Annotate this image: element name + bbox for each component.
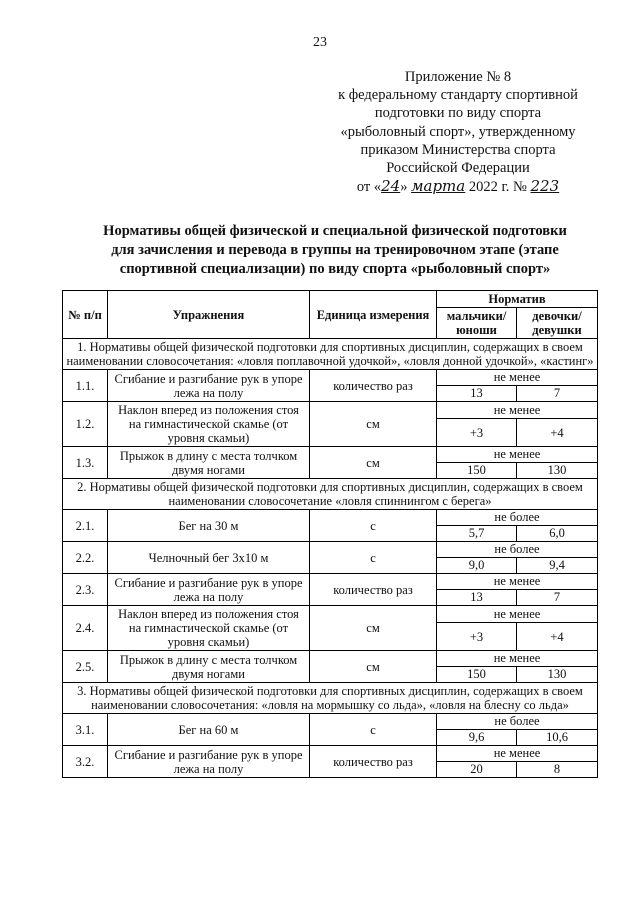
row-limit: не менее: [437, 447, 598, 463]
row-limit: не менее: [437, 651, 598, 667]
row-num: 2.4.: [63, 606, 108, 651]
appendix-title: Приложение № 8: [404, 69, 512, 85]
appendix-line: к федеральному стандарту спортивной: [338, 87, 578, 104]
row-exercise: Наклон вперед из положения стоя на гимнастической скамье (от уровня скамьи): [108, 606, 310, 651]
appendix-line: приказом Министерства спорта: [360, 141, 556, 158]
row-limit: не менее: [437, 606, 598, 623]
row-limit: не менее: [437, 574, 598, 590]
row-unit: см: [310, 606, 437, 651]
row-limit: не менее: [437, 746, 598, 762]
header-girls: девочки/ девушки: [517, 308, 598, 339]
row-boys-value: 9,0: [437, 558, 517, 574]
row-girls-value: 7: [517, 386, 598, 402]
row-boys-value: 150: [437, 463, 517, 479]
row-boys-value: 13: [437, 386, 517, 402]
norms-table: [62, 290, 598, 778]
row-boys-value: 5,7: [437, 526, 517, 542]
row-girls-value: 130: [517, 667, 598, 683]
row-unit: количество раз: [310, 746, 437, 778]
row-unit: с: [310, 714, 437, 746]
header-num: № п/п: [63, 291, 108, 339]
row-limit: не более: [437, 714, 598, 730]
row-num: 2.1.: [63, 510, 108, 542]
header-norm: Норматив: [437, 291, 598, 308]
row-exercise: Сгибание и разгибание рук в упоре лежа на полу: [108, 574, 310, 606]
row-num: 1.1.: [63, 370, 108, 402]
row-exercise: Прыжок в длину с места толчком двумя ногами: [108, 447, 310, 479]
section-title: 2. Нормативы общей физической подготовки для спортивных дисциплин, содержащих в своем наименовании словосочетание «ловля спиннингом с берега»: [63, 479, 598, 510]
row-girls-value: +4: [517, 419, 598, 447]
row-num: 2.3.: [63, 574, 108, 606]
row-boys-value: +3: [437, 419, 517, 447]
row-exercise: Бег на 30 м: [108, 510, 310, 542]
handwritten-day: 24: [381, 177, 401, 196]
row-boys-value: 13: [437, 590, 517, 606]
handwritten-order-number: 223: [530, 177, 560, 196]
row-girls-value: 8: [517, 762, 598, 778]
row-num: 3.1.: [63, 714, 108, 746]
header-unit: Единица измерения: [310, 291, 437, 339]
row-exercise: Прыжок в длину с места толчком двумя ногами: [108, 651, 310, 683]
header-boys: мальчики/ юноши: [437, 308, 517, 339]
row-boys-value: 9,6: [437, 730, 517, 746]
section-title: 1. Нормативы общей физической подготовки для спортивных дисциплин, содержащих в своем наименовании словосочетания: «ловля поплавочной удочкой», «ловля донной удочкой», «кастинг»: [63, 339, 598, 370]
page-number: 23: [313, 35, 327, 50]
section-title: 3. Нормативы общей физической подготовки для спортивных дисциплин, содержащих в своем наименовании словосочетания: «ловля на мормышку со льда», «ловля на блесну со льда»: [63, 683, 598, 714]
row-num: 1.2.: [63, 402, 108, 447]
row-girls-value: 6,0: [517, 526, 598, 542]
row-num: 1.3.: [63, 447, 108, 479]
row-girls-value: 9,4: [517, 558, 598, 574]
row-unit: с: [310, 510, 437, 542]
row-unit: см: [310, 447, 437, 479]
row-unit: см: [310, 651, 437, 683]
row-boys-value: 150: [437, 667, 517, 683]
row-unit: количество раз: [310, 370, 437, 402]
row-unit: см: [310, 402, 437, 447]
row-girls-value: 10,6: [517, 730, 598, 746]
row-exercise: Челночный бег 3х10 м: [108, 542, 310, 574]
appendix-line: подготовки по виду спорта: [374, 105, 542, 122]
row-boys-value: 20: [437, 762, 517, 778]
appendix-line: Российской Федерации: [386, 160, 530, 177]
row-exercise: Сгибание и разгибание рук в упоре лежа на полу: [108, 746, 310, 778]
row-limit: не менее: [437, 370, 598, 386]
row-limit: не более: [437, 510, 598, 526]
row-girls-value: 130: [517, 463, 598, 479]
document-title: Нормативы общей физической и специальной физической подготовки для зачисления и перевода в группы на тренировочном этапе (этапе спортивной специализации) по виду спорта «рыболовный спорт»: [103, 223, 567, 277]
order-date-line: от «24» марта 2022 г. № 223: [356, 177, 560, 196]
row-unit: количество раз: [310, 574, 437, 606]
row-unit: с: [310, 542, 437, 574]
row-boys-value: +3: [437, 623, 517, 651]
row-limit: не менее: [437, 402, 598, 419]
row-girls-value: +4: [517, 623, 598, 651]
appendix-block: [320, 68, 596, 196]
row-exercise: Наклон вперед из положения стоя на гимнастической скамье (от уровня скамьи): [108, 402, 310, 447]
handwritten-month: марта: [411, 177, 466, 196]
row-limit: не более: [437, 542, 598, 558]
row-girls-value: 7: [517, 590, 598, 606]
row-exercise: Бег на 60 м: [108, 714, 310, 746]
row-exercise: Сгибание и разгибание рук в упоре лежа на полу: [108, 370, 310, 402]
header-exercise: Упражнения: [108, 291, 310, 339]
row-num: 2.5.: [63, 651, 108, 683]
row-num: 3.2.: [63, 746, 108, 778]
row-num: 2.2.: [63, 542, 108, 574]
appendix-line: «рыболовный спорт», утвержденному: [340, 123, 576, 140]
